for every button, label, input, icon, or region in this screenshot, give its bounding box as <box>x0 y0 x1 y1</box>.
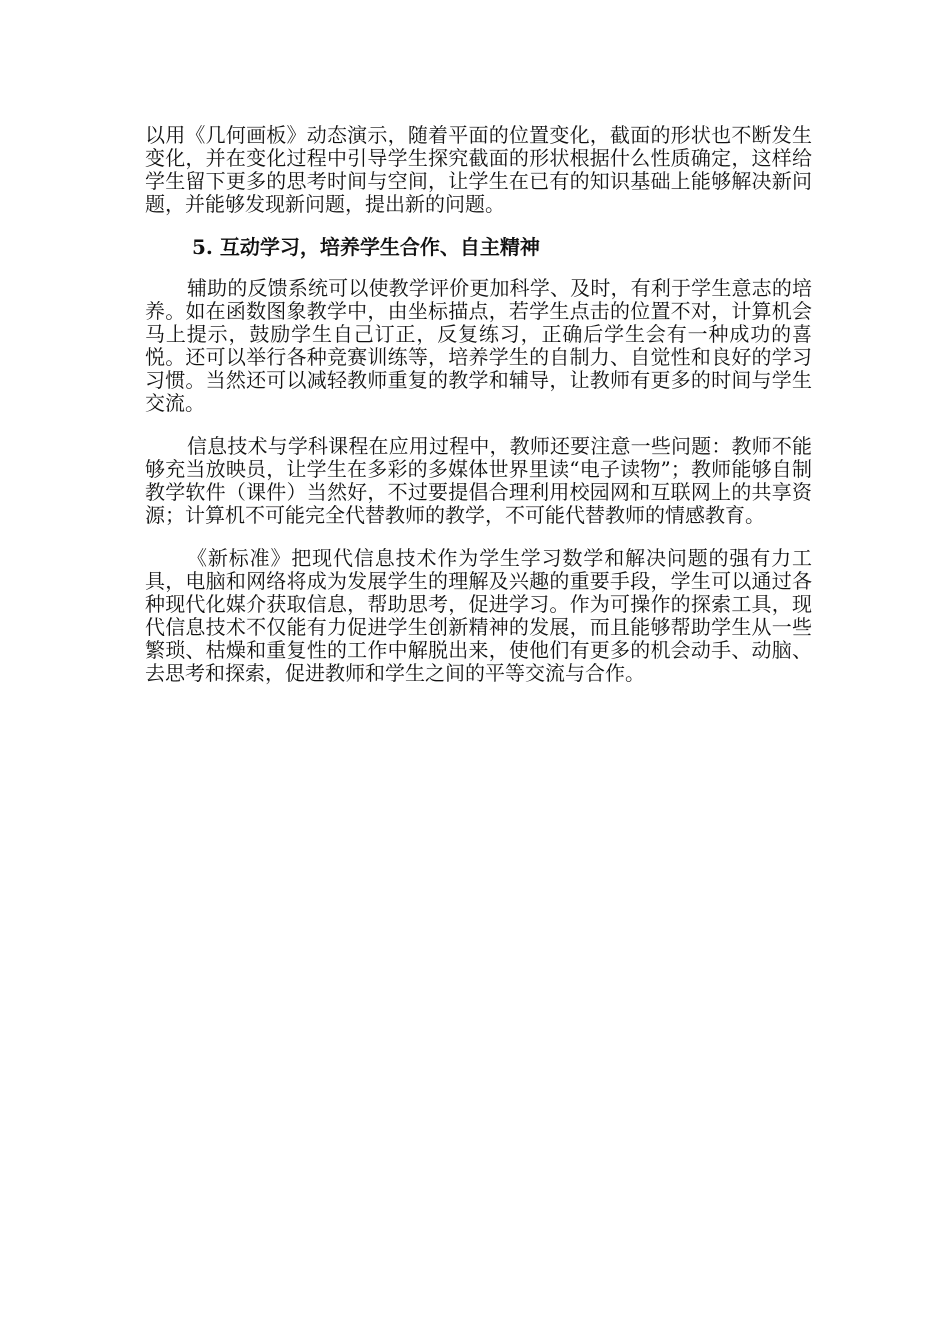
paragraph-teacher-issues: 信息技术与学科课程在应用过程中，教师还要注意一些问题：教师不能够充当放映员，让学生在多彩的多媒体世界里读“电子读物”；教师能够自制教学软件（课件）当然好，不过要提倡合理利用校园网和互联网上的共享资源；计算机不可能完全代替教师的教学，不可能代替教师的情感教育。 <box>145 434 812 527</box>
paragraph-spacer <box>145 527 812 547</box>
paragraph-new-standard: 《新标准》把现代信息技术作为学生学习数学和解决问题的强有力工具，电脑和网络将成为发展学生的理解及兴趣的重要手段，学生可以通过各种现代化媒介获取信息，帮助思考，促进学习。作为可操作的探索工具，现代信息技术不仅能有力促进学生创新精神的发展，而且能够帮助学生从一些繁琐、枯燥和重复性的工作中解脱出来，使他们有更多的机会动手、动脑、去思考和探索，促进教师和学生之间的平等交流与合作。 <box>145 546 812 685</box>
paragraph-continuation: 以用《几何画板》动态演示，随着平面的位置变化，截面的形状也不断发生变化，并在变化过程中引导学生探究截面的形状根据什么性质确定，这样给学生留下更多的思考时间与空间，让学生在已有的知识基础上能够解决新问题，并能够发现新问题，提出新的问题。 <box>145 123 812 216</box>
paragraph-feedback-system: 辅助的反馈系统可以使教学评价更加科学、及时，有利于学生意志的培养。如在函数图象教学中，由坐标描点，若学生点击的位置不对，计算机会马上提示，鼓励学生自己订正，反复练习，正确后学生会有一种成功的喜悦。还可以举行各种竞赛训练等，培养学生的自制力、自觉性和良好的学习习惯。当然还可以减轻教师重复的教学和辅导，让教师有更多的时间与学生交流。 <box>145 276 812 415</box>
document-page <box>145 124 812 685</box>
paragraph-spacer <box>145 415 812 435</box>
section-heading-5: 5. 互动学习，培养学生合作、自主精神 <box>192 235 540 259</box>
